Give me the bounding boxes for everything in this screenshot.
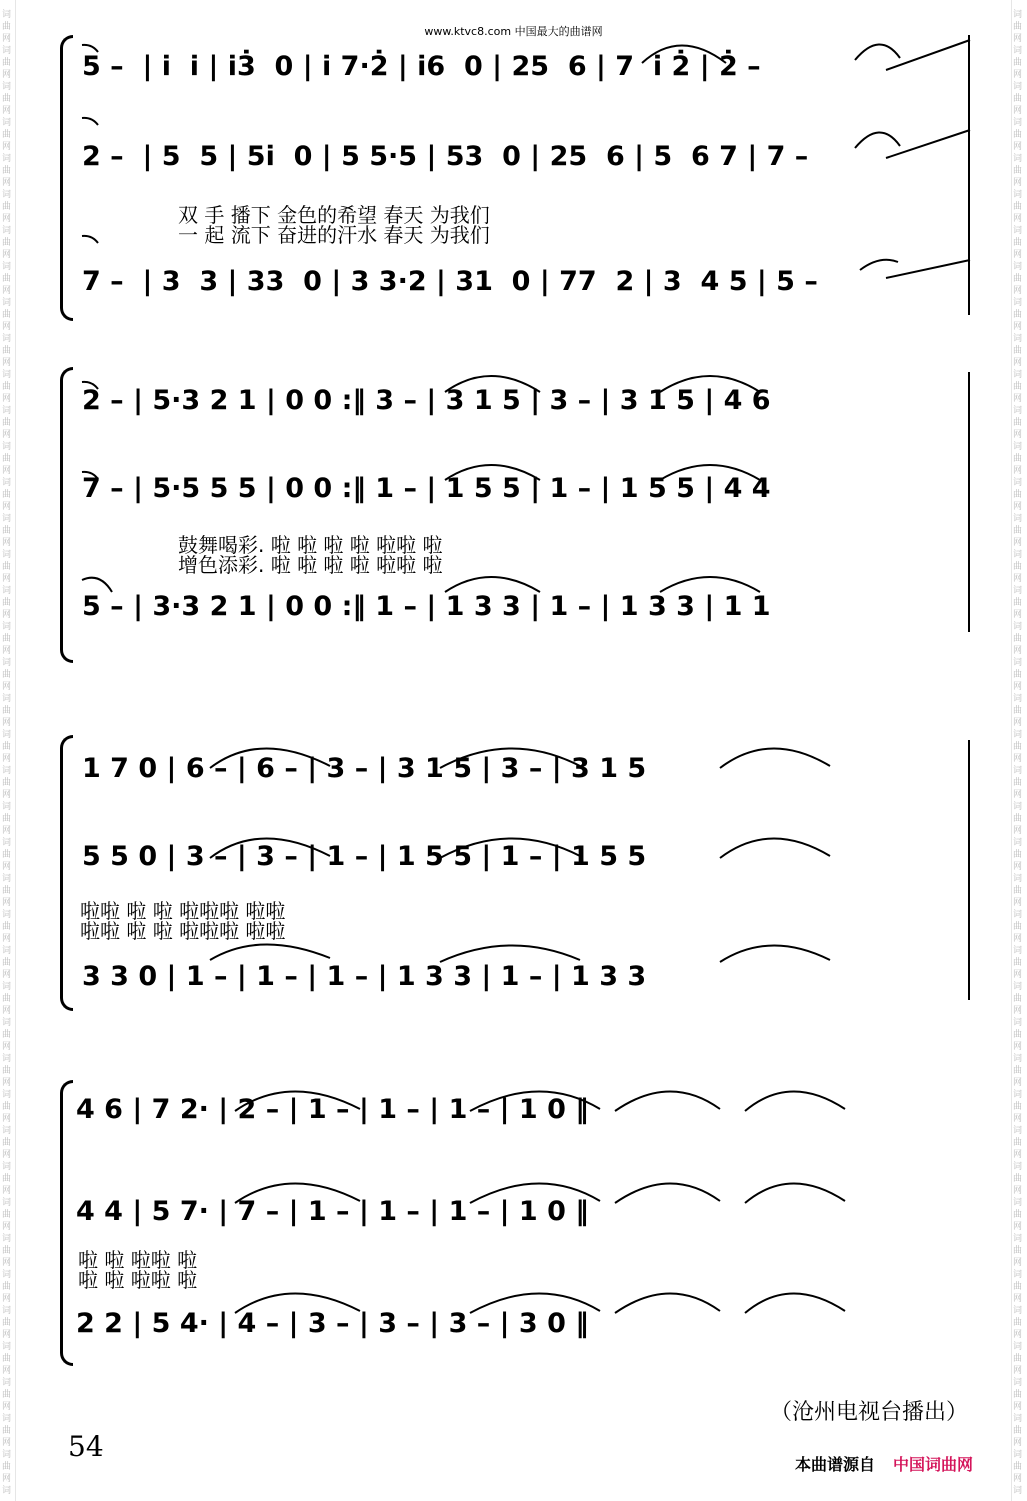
sidebar-glyph: 网 bbox=[1013, 142, 1023, 152]
sidebar-glyph: 网 bbox=[1013, 1366, 1023, 1376]
melody-notes: 2 2 | 5 4· | 4 – | 3 – | 3 – | 3 – | 3 0 ‖ bbox=[76, 1308, 589, 1339]
sidebar-glyph: 词 bbox=[2, 802, 12, 812]
alto-staff bbox=[60, 472, 980, 518]
sidebar-glyph: 词 bbox=[1013, 874, 1023, 884]
sidebar-glyph: 曲 bbox=[2, 742, 12, 752]
sidebar-glyph: 词 bbox=[2, 118, 12, 128]
sidebar-glyph: 词 bbox=[2, 82, 12, 92]
sidebar-glyph: 网 bbox=[1013, 538, 1023, 548]
sidebar-glyph: 网 bbox=[2, 1330, 12, 1340]
sidebar-glyph: 曲 bbox=[1013, 274, 1023, 284]
sidebar-glyph: 曲 bbox=[2, 1030, 12, 1040]
sidebar-glyph: 网 bbox=[2, 610, 12, 620]
lyrics-verse-2: 啦啦 啦 啦 啦啦啦 啦啦 bbox=[80, 919, 286, 943]
sidebar-glyph: 曲 bbox=[1013, 1030, 1023, 1040]
sidebar-glyph: 曲 bbox=[1013, 1138, 1023, 1148]
melody-notes: 3 3 0 | 1 – | 1 – | 1 – | 1 3 3 | 1 – | 1 3 3 bbox=[82, 961, 647, 992]
sidebar-glyph: 词 bbox=[1013, 82, 1023, 92]
sidebar-glyph: 词 bbox=[2, 550, 12, 560]
sidebar-glyph: 曲 bbox=[2, 994, 12, 1004]
sidebar-glyph: 词 bbox=[2, 730, 12, 740]
final-barline bbox=[968, 740, 970, 1000]
sidebar-glyph: 网 bbox=[2, 646, 12, 656]
sidebar-glyph: 网 bbox=[2, 1258, 12, 1268]
sidebar-glyph: 词 bbox=[2, 370, 12, 380]
score-system-1 bbox=[60, 30, 980, 320]
sidebar-glyph: 网 bbox=[1013, 106, 1023, 116]
sidebar-glyph: 词 bbox=[2, 946, 12, 956]
sidebar-glyph: 网 bbox=[2, 70, 12, 80]
sidebar-glyph: 网 bbox=[1013, 1438, 1023, 1448]
sidebar-glyph: 网 bbox=[1013, 610, 1023, 620]
sidebar-glyph: 词 bbox=[1013, 226, 1023, 236]
sidebar-glyph: 曲 bbox=[1013, 1390, 1023, 1400]
sidebar-glyph: 网 bbox=[2, 862, 12, 872]
sidebar-glyph: 词 bbox=[1013, 766, 1023, 776]
sidebar-glyph: 词 bbox=[2, 1450, 12, 1460]
sidebar-glyph: 词 bbox=[1013, 1486, 1023, 1496]
sidebar-glyph: 网 bbox=[1013, 1402, 1023, 1412]
sidebar-glyph: 曲 bbox=[1013, 1210, 1023, 1220]
sidebar-glyph: 网 bbox=[2, 358, 12, 368]
sidebar-glyph: 词 bbox=[1013, 1306, 1023, 1316]
sidebar-glyph: 曲 bbox=[2, 1066, 12, 1076]
sidebar-glyph: 词 bbox=[2, 442, 12, 452]
sidebar-glyph: 曲 bbox=[1013, 346, 1023, 356]
sidebar-glyph: 曲 bbox=[1013, 1318, 1023, 1328]
sidebar-glyph: 词 bbox=[1013, 46, 1023, 56]
sidebar-glyph: 网 bbox=[2, 790, 12, 800]
sidebar-glyph: 词 bbox=[2, 406, 12, 416]
sidebar-glyph: 曲 bbox=[2, 274, 12, 284]
sidebar-glyph: 词 bbox=[1013, 154, 1023, 164]
sidebar-glyph: 曲 bbox=[2, 22, 12, 32]
sidebar-glyph: 网 bbox=[1013, 1042, 1023, 1052]
sidebar-glyph: 曲 bbox=[2, 814, 12, 824]
sidebar-glyph: 曲 bbox=[1013, 1102, 1023, 1112]
sidebar-glyph: 词 bbox=[1013, 262, 1023, 272]
sidebar-glyph: 词 bbox=[2, 586, 12, 596]
sidebar-glyph: 网 bbox=[1013, 646, 1023, 656]
sidebar-glyph: 曲 bbox=[2, 1282, 12, 1292]
sidebar-glyph: 网 bbox=[2, 1222, 12, 1232]
sidebar-glyph: 网 bbox=[1013, 1006, 1023, 1016]
sidebar-glyph: 曲 bbox=[2, 238, 12, 248]
sidebar-glyph: 曲 bbox=[1013, 670, 1023, 680]
sidebar-glyph: 词 bbox=[2, 1306, 12, 1316]
lyrics-verse-1: 鼓舞喝彩. 啦 啦 啦 啦 啦啦 啦 bbox=[178, 533, 443, 557]
sidebar-glyph: 曲 bbox=[2, 1210, 12, 1220]
sidebar-glyph: 网 bbox=[2, 1474, 12, 1484]
sidebar-glyph: 网 bbox=[2, 682, 12, 692]
sidebar-glyph: 词 bbox=[2, 226, 12, 236]
left-margin-strip bbox=[0, 0, 16, 1501]
sidebar-glyph: 网 bbox=[1013, 1150, 1023, 1160]
sidebar-glyph: 曲 bbox=[2, 454, 12, 464]
sidebar-glyph: 网 bbox=[2, 1438, 12, 1448]
sidebar-glyph: 曲 bbox=[2, 346, 12, 356]
sidebar-glyph: 曲 bbox=[2, 202, 12, 212]
sidebar-glyph: 曲 bbox=[1013, 742, 1023, 752]
sidebar-glyph: 网 bbox=[1013, 1294, 1023, 1304]
sidebar-glyph: 词 bbox=[1013, 370, 1023, 380]
sidebar-glyph: 网 bbox=[1013, 862, 1023, 872]
sidebar-glyph: 词 bbox=[2, 1486, 12, 1496]
sidebar-glyph: 曲 bbox=[2, 922, 12, 932]
alto-staff bbox=[60, 140, 980, 186]
sidebar-glyph: 词 bbox=[2, 1018, 12, 1028]
sidebar-glyph: 网 bbox=[2, 106, 12, 116]
sidebar-glyph: 词 bbox=[2, 1234, 12, 1244]
sidebar-glyph: 词 bbox=[2, 1054, 12, 1064]
sidebar-glyph: 词 bbox=[2, 1126, 12, 1136]
sidebar-glyph: 网 bbox=[2, 466, 12, 476]
sidebar-glyph: 网 bbox=[1013, 898, 1023, 908]
sidebar-glyph: 词 bbox=[2, 190, 12, 200]
melody-notes: 1 7 0 | 6 – | 6 – | 3 – | 3 1 5 | 3 – | 3 1 5 bbox=[82, 753, 647, 784]
sidebar-glyph: 曲 bbox=[2, 958, 12, 968]
sidebar-glyph: 网 bbox=[2, 898, 12, 908]
sidebar-glyph: 曲 bbox=[2, 418, 12, 428]
lyrics-verse-2: 增色添彩. 啦 啦 啦 啦 啦啦 啦 bbox=[178, 553, 443, 577]
sidebar-glyph: 词 bbox=[1013, 802, 1023, 812]
melody-notes: 2 – | 5 5 | 5i̇ 0 | 5 5·5 | 53 0 | 25 6 | 5 6 7 | 7 – bbox=[82, 141, 809, 172]
sidebar-glyph: 曲 bbox=[2, 490, 12, 500]
sidebar-glyph: 曲 bbox=[2, 886, 12, 896]
sidebar-glyph: 曲 bbox=[2, 1462, 12, 1472]
sidebar-glyph: 曲 bbox=[1013, 1246, 1023, 1256]
sidebar-glyph: 词 bbox=[1013, 1018, 1023, 1028]
sidebar-glyph: 曲 bbox=[1013, 526, 1023, 536]
sidebar-glyph: 曲 bbox=[1013, 238, 1023, 248]
soprano-staff bbox=[60, 50, 980, 96]
sidebar-glyph: 词 bbox=[1013, 586, 1023, 596]
sidebar-glyph: 词 bbox=[2, 910, 12, 920]
sidebar-glyph: 网 bbox=[1013, 718, 1023, 728]
sidebar-glyph: 词 bbox=[1013, 982, 1023, 992]
lyrics-verse-1: 啦啦 啦 啦 啦啦啦 啦啦 bbox=[80, 899, 286, 923]
score-system-2 bbox=[60, 362, 980, 662]
sidebar-glyph: 网 bbox=[1013, 970, 1023, 980]
sidebar-glyph: 词 bbox=[1013, 1342, 1023, 1352]
sidebar-glyph: 网 bbox=[2, 754, 12, 764]
sidebar-glyph: 词 bbox=[1013, 10, 1023, 20]
sidebar-glyph: 词 bbox=[2, 982, 12, 992]
sidebar-glyph: 网 bbox=[1013, 286, 1023, 296]
sidebar-glyph: 网 bbox=[1013, 70, 1023, 80]
sidebar-glyph: 词 bbox=[2, 1162, 12, 1172]
sidebar-glyph: 网 bbox=[1013, 502, 1023, 512]
sidebar-glyph: 词 bbox=[2, 1342, 12, 1352]
sidebar-glyph: 词 bbox=[2, 10, 12, 20]
sidebar-glyph: 曲 bbox=[1013, 22, 1023, 32]
sidebar-glyph: 曲 bbox=[2, 166, 12, 176]
sidebar-glyph: 曲 bbox=[2, 1138, 12, 1148]
sidebar-glyph: 曲 bbox=[2, 1426, 12, 1436]
sidebar-glyph: 网 bbox=[1013, 1186, 1023, 1196]
sidebar-glyph: 网 bbox=[1013, 34, 1023, 44]
melody-notes: 4 4 | 5 7· | 7 – | 1 – | 1 – | 1 – | 1 0 ‖ bbox=[76, 1196, 589, 1227]
sidebar-glyph: 词 bbox=[1013, 1378, 1023, 1388]
sidebar-glyph: 词 bbox=[1013, 1234, 1023, 1244]
sidebar-glyph: 网 bbox=[2, 934, 12, 944]
footer-source-label: 本曲谱源自 bbox=[795, 1455, 876, 1474]
sidebar-glyph: 网 bbox=[2, 718, 12, 728]
bass-staff bbox=[60, 590, 980, 636]
sidebar-glyph: 网 bbox=[2, 574, 12, 584]
sidebar-glyph: 网 bbox=[1013, 214, 1023, 224]
sidebar-glyph: 曲 bbox=[1013, 130, 1023, 140]
sidebar-glyph: 曲 bbox=[2, 58, 12, 68]
sidebar-glyph: 曲 bbox=[1013, 166, 1023, 176]
sidebar-glyph: 曲 bbox=[2, 1102, 12, 1112]
sidebar-glyph: 词 bbox=[1013, 118, 1023, 128]
sidebar-glyph: 词 bbox=[1013, 946, 1023, 956]
sidebar-glyph: 曲 bbox=[1013, 1066, 1023, 1076]
sidebar-glyph: 词 bbox=[2, 658, 12, 668]
sidebar-glyph: 词 bbox=[1013, 730, 1023, 740]
sidebar-glyph: 曲 bbox=[2, 562, 12, 572]
sidebar-glyph: 词 bbox=[2, 478, 12, 488]
sidebar-glyph: 网 bbox=[1013, 178, 1023, 188]
sidebar-glyph: 词 bbox=[2, 766, 12, 776]
sidebar-glyph: 词 bbox=[2, 874, 12, 884]
sidebar-glyph: 词 bbox=[1013, 190, 1023, 200]
sidebar-glyph: 曲 bbox=[1013, 634, 1023, 644]
sidebar-glyph: 曲 bbox=[1013, 418, 1023, 428]
sidebar-glyph: 网 bbox=[2, 1114, 12, 1124]
sidebar-glyph: 词 bbox=[1013, 514, 1023, 524]
sidebar-glyph: 曲 bbox=[1013, 598, 1023, 608]
sidebar-glyph: 网 bbox=[1013, 682, 1023, 692]
right-margin-strip bbox=[1011, 0, 1027, 1501]
sidebar-glyph: 曲 bbox=[2, 382, 12, 392]
lyrics-verse-2: 啦 啦 啦啦 啦 bbox=[78, 1268, 198, 1292]
sidebar-glyph: 网 bbox=[2, 1078, 12, 1088]
bass-staff bbox=[60, 1307, 980, 1353]
sidebar-glyph: 曲 bbox=[1013, 1282, 1023, 1292]
sidebar-glyph: 曲 bbox=[1013, 310, 1023, 320]
bass-staff bbox=[60, 960, 980, 1006]
sidebar-glyph: 词 bbox=[1013, 910, 1023, 920]
footer-source bbox=[795, 1452, 973, 1475]
sidebar-glyph: 词 bbox=[2, 838, 12, 848]
sidebar-glyph: 网 bbox=[1013, 754, 1023, 764]
sidebar-glyph: 网 bbox=[2, 1186, 12, 1196]
sidebar-glyph: 网 bbox=[1013, 394, 1023, 404]
sidebar-glyph: 词 bbox=[1013, 1054, 1023, 1064]
sidebar-glyph: 网 bbox=[1013, 1114, 1023, 1124]
sidebar-glyph: 网 bbox=[2, 1150, 12, 1160]
sidebar-glyph: 词 bbox=[1013, 622, 1023, 632]
soprano-staff bbox=[60, 752, 980, 798]
sidebar-glyph: 曲 bbox=[1013, 58, 1023, 68]
sidebar-glyph: 词 bbox=[2, 1198, 12, 1208]
score-system-4 bbox=[60, 1075, 980, 1365]
sidebar-glyph: 网 bbox=[2, 430, 12, 440]
sidebar-glyph: 网 bbox=[2, 1294, 12, 1304]
sidebar-glyph: 曲 bbox=[1013, 1462, 1023, 1472]
melody-notes: 5 – | i̇ i̇ | i̇3̇ 0 | i̇ 7·2̇ | i̇6 0 | 25 6 | 7 i̇ 2̇ | 2̇ – bbox=[82, 51, 761, 82]
page-number: 54 bbox=[68, 1430, 104, 1463]
sidebar-glyph: 网 bbox=[2, 214, 12, 224]
sidebar-glyph: 词 bbox=[1013, 1414, 1023, 1424]
sidebar-glyph: 词 bbox=[1013, 442, 1023, 452]
sidebar-glyph: 词 bbox=[1013, 1090, 1023, 1100]
melody-notes: 7 – | 5·5 5 5 | 0 0 :‖ 1 – | 1 5 5 | 1 – | 1 5 5 | 4 4 bbox=[82, 473, 771, 504]
sidebar-glyph: 网 bbox=[1013, 1078, 1023, 1088]
sidebar-glyph: 网 bbox=[2, 1006, 12, 1016]
sidebar-glyph: 网 bbox=[2, 826, 12, 836]
sidebar-glyph: 网 bbox=[2, 322, 12, 332]
sidebar-glyph: 词 bbox=[2, 334, 12, 344]
sidebar-glyph: 网 bbox=[2, 538, 12, 548]
sidebar-glyph: 曲 bbox=[2, 1354, 12, 1364]
sidebar-glyph: 词 bbox=[1013, 1162, 1023, 1172]
sidebar-glyph: 网 bbox=[2, 394, 12, 404]
sidebar-glyph: 词 bbox=[1013, 658, 1023, 668]
sidebar-glyph: 词 bbox=[2, 1270, 12, 1280]
sidebar-glyph: 词 bbox=[2, 154, 12, 164]
sidebar-glyph: 网 bbox=[2, 34, 12, 44]
sidebar-glyph: 网 bbox=[1013, 574, 1023, 584]
sidebar-glyph: 网 bbox=[1013, 1258, 1023, 1268]
sidebar-glyph: 曲 bbox=[2, 130, 12, 140]
sidebar-glyph: 曲 bbox=[2, 778, 12, 788]
lyrics-verse-1: 双 手 播下 金色的希望 春天 为我们 bbox=[178, 203, 490, 227]
sidebar-glyph: 曲 bbox=[2, 598, 12, 608]
sidebar-glyph: 网 bbox=[1013, 250, 1023, 260]
sidebar-glyph: 曲 bbox=[2, 1174, 12, 1184]
soprano-staff bbox=[60, 1093, 980, 1139]
melody-notes: 2 – | 5·3 2 1 | 0 0 :‖ 3 – | 3 1 5 | 3 – | 3 1 5 | 4 6 bbox=[82, 385, 771, 416]
sidebar-glyph: 曲 bbox=[2, 310, 12, 320]
sidebar-glyph: 网 bbox=[1013, 466, 1023, 476]
sidebar-glyph: 网 bbox=[2, 178, 12, 188]
sidebar-glyph: 网 bbox=[2, 1042, 12, 1052]
sidebar-glyph: 网 bbox=[1013, 1330, 1023, 1340]
sidebar-glyph: 网 bbox=[1013, 1474, 1023, 1484]
soprano-staff bbox=[60, 384, 980, 430]
sidebar-glyph: 词 bbox=[2, 694, 12, 704]
sidebar-glyph: 曲 bbox=[1013, 94, 1023, 104]
sidebar-glyph: 曲 bbox=[1013, 778, 1023, 788]
melody-notes: 5 5 0 | 3 – | 3 – | 1 – | 1 5 5 | 1 – | 1 5 5 bbox=[82, 841, 647, 872]
sidebar-glyph: 网 bbox=[1013, 934, 1023, 944]
sidebar-glyph: 曲 bbox=[2, 670, 12, 680]
sidebar-glyph: 词 bbox=[2, 262, 12, 272]
final-barline bbox=[968, 372, 970, 632]
sidebar-glyph: 网 bbox=[1013, 358, 1023, 368]
sidebar-glyph: 词 bbox=[1013, 1270, 1023, 1280]
sidebar-glyph: 曲 bbox=[2, 706, 12, 716]
sidebar-glyph: 曲 bbox=[1013, 1354, 1023, 1364]
sidebar-glyph: 词 bbox=[2, 1414, 12, 1424]
lyrics-verse-2: 一 起 流下 奋进的汗水 春天 为我们 bbox=[178, 223, 490, 247]
sidebar-glyph: 网 bbox=[2, 970, 12, 980]
sidebar-glyph: 网 bbox=[2, 250, 12, 260]
sidebar-glyph: 网 bbox=[2, 1402, 12, 1412]
sidebar-glyph: 曲 bbox=[2, 94, 12, 104]
sidebar-glyph: 词 bbox=[2, 514, 12, 524]
sidebar-glyph: 曲 bbox=[1013, 562, 1023, 572]
sidebar-glyph: 曲 bbox=[1013, 922, 1023, 932]
header-url: www.ktvc8.com 中国最大的曲谱网 bbox=[424, 25, 603, 38]
sidebar-glyph: 网 bbox=[1013, 826, 1023, 836]
sidebar-glyph: 曲 bbox=[1013, 202, 1023, 212]
sidebar-glyph: 曲 bbox=[1013, 994, 1023, 1004]
bass-staff bbox=[60, 265, 980, 311]
sidebar-glyph: 曲 bbox=[2, 1390, 12, 1400]
sidebar-glyph: 曲 bbox=[1013, 1174, 1023, 1184]
melody-notes: 5 – | 3·3 2 1 | 0 0 :‖ 1 – | 1 3 3 | 1 – | 1 3 3 | 1 1 bbox=[82, 591, 771, 622]
sidebar-glyph: 曲 bbox=[2, 634, 12, 644]
melody-notes: 4 6 | 7 2· | 2 – | 1 – | 1 – | 1 – | 1 0 ‖ bbox=[76, 1094, 589, 1125]
sidebar-glyph: 词 bbox=[1013, 334, 1023, 344]
score-system-3 bbox=[60, 730, 980, 1010]
broadcast-credit: （沧州电视台播出） bbox=[770, 1400, 969, 1425]
sidebar-glyph: 词 bbox=[2, 622, 12, 632]
sidebar-glyph: 词 bbox=[1013, 406, 1023, 416]
sidebar-glyph: 网 bbox=[1013, 790, 1023, 800]
sidebar-glyph: 网 bbox=[2, 142, 12, 152]
sidebar-glyph: 词 bbox=[2, 298, 12, 308]
sidebar-glyph: 词 bbox=[1013, 694, 1023, 704]
sidebar-glyph: 曲 bbox=[2, 526, 12, 536]
sidebar-glyph: 曲 bbox=[1013, 706, 1023, 716]
sidebar-glyph: 曲 bbox=[2, 1318, 12, 1328]
sidebar-glyph: 词 bbox=[1013, 550, 1023, 560]
sidebar-glyph: 词 bbox=[2, 1090, 12, 1100]
sidebar-glyph: 曲 bbox=[1013, 886, 1023, 896]
melody-notes: 7 – | 3 3 | 33 0 | 3 3·2 | 31 0 | 77 2 | 3 4 5 | 5 – bbox=[82, 266, 818, 297]
lyrics-verse-1: 啦 啦 啦啦 啦 bbox=[78, 1248, 198, 1272]
final-barline bbox=[968, 35, 970, 315]
sidebar-glyph: 词 bbox=[1013, 838, 1023, 848]
sidebar-glyph: 曲 bbox=[2, 1246, 12, 1256]
sidebar-glyph: 词 bbox=[1013, 298, 1023, 308]
sidebar-glyph: 曲 bbox=[2, 850, 12, 860]
alto-staff bbox=[60, 1195, 980, 1241]
sidebar-glyph: 网 bbox=[1013, 1222, 1023, 1232]
sidebar-glyph: 词 bbox=[1013, 1126, 1023, 1136]
sidebar-glyph: 曲 bbox=[1013, 454, 1023, 464]
sidebar-glyph: 曲 bbox=[1013, 958, 1023, 968]
sidebar-glyph: 曲 bbox=[1013, 1426, 1023, 1436]
sidebar-glyph: 曲 bbox=[1013, 814, 1023, 824]
sidebar-glyph: 网 bbox=[2, 1366, 12, 1376]
sidebar-glyph: 网 bbox=[2, 286, 12, 296]
sidebar-glyph: 词 bbox=[1013, 478, 1023, 488]
sidebar-glyph: 词 bbox=[2, 1378, 12, 1388]
sidebar-glyph: 网 bbox=[1013, 430, 1023, 440]
sidebar-glyph: 词 bbox=[2, 46, 12, 56]
sidebar-glyph: 曲 bbox=[1013, 382, 1023, 392]
sidebar-glyph: 网 bbox=[2, 502, 12, 512]
alto-staff bbox=[60, 840, 980, 886]
sidebar-glyph: 词 bbox=[1013, 1198, 1023, 1208]
sidebar-glyph: 词 bbox=[1013, 1450, 1023, 1460]
footer-site-link[interactable]: 中国词曲网 bbox=[893, 1455, 974, 1474]
sidebar-glyph: 曲 bbox=[1013, 490, 1023, 500]
sidebar-glyph: 网 bbox=[1013, 322, 1023, 332]
sidebar-glyph: 曲 bbox=[1013, 850, 1023, 860]
